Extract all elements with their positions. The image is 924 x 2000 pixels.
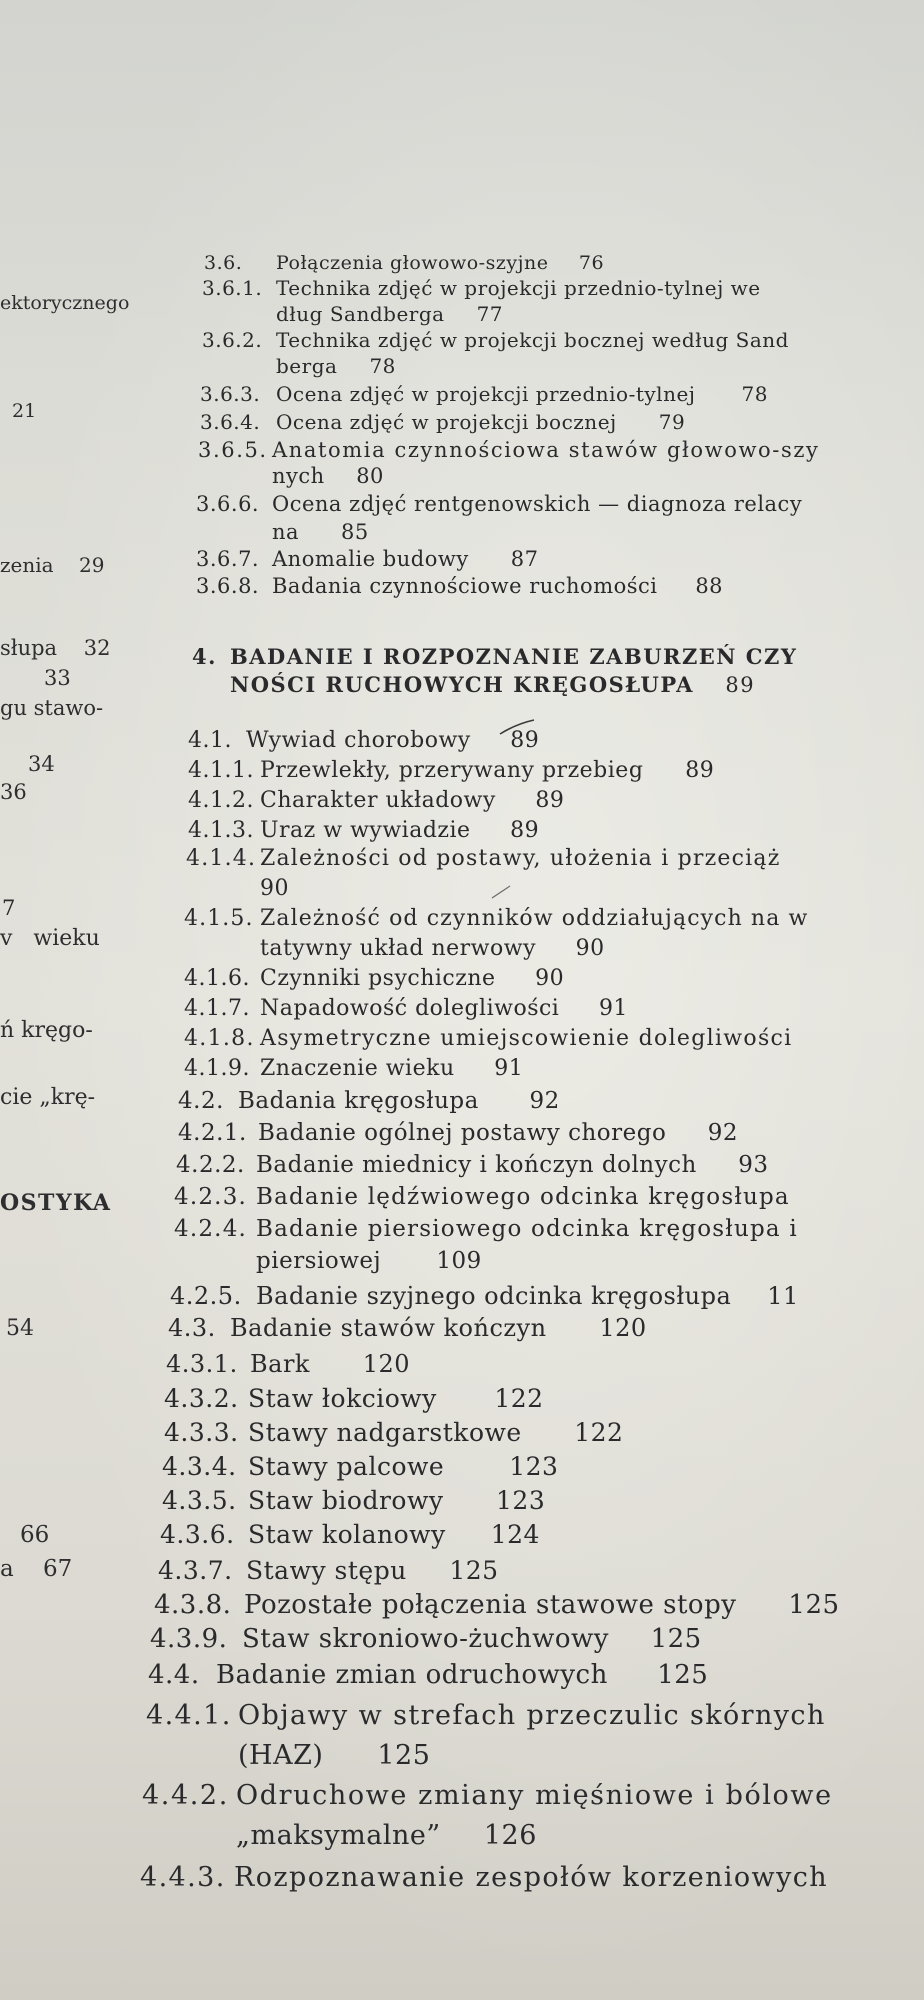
- entry-number: 4.4.: [148, 1660, 200, 1690]
- entry-number: 4.1.7.: [184, 996, 250, 1021]
- entry-number: 4.1.: [188, 728, 232, 753]
- chapter-title: NOŚCI RUCHOWYCH KRĘGOSŁUPA: [230, 672, 694, 697]
- entry-page: 93: [738, 1152, 769, 1178]
- entry-page: 124: [490, 1520, 540, 1549]
- toc-entry: [188, 758, 714, 783]
- toc-entry: [184, 1056, 523, 1081]
- entry-page: 125: [650, 1624, 702, 1654]
- toc-entry: [174, 1216, 798, 1242]
- entry-title: Zależności od postawy, ułożenia i przeciąż: [260, 846, 781, 871]
- entry-number: 3.6.2.: [202, 328, 263, 352]
- entry-number: 4.3.: [168, 1314, 216, 1342]
- left-column-line: 7: [2, 896, 16, 920]
- left-column-line: v wieku: [0, 926, 100, 951]
- entry-title: „maksymalne”: [236, 1820, 441, 1851]
- toc-entry: [148, 1660, 708, 1690]
- entry-title: Uraz w wywiadzie: [260, 818, 471, 843]
- entry-page: 92: [707, 1120, 738, 1146]
- toc-entry: [146, 1740, 430, 1771]
- entry-page: 125: [657, 1660, 709, 1690]
- entry-title: Badanie szyjnego odcinka kręgosłupa: [256, 1282, 732, 1310]
- pencil-mark-icon: [498, 718, 538, 738]
- entry-number: 4.3.3.: [164, 1418, 239, 1447]
- entry-number: 4.2.4.: [174, 1216, 248, 1242]
- entry-page: 91: [598, 996, 628, 1021]
- left-column-line: gu stawo-: [0, 696, 104, 720]
- entry-title: Zależność od czynników oddziałujących na w: [260, 906, 809, 931]
- entry-page: 126: [483, 1820, 537, 1851]
- entry-title: Czynniki psychiczne: [260, 966, 496, 991]
- entry-number: 4.3.9.: [150, 1624, 228, 1654]
- left-column-line: 36: [0, 780, 27, 804]
- toc-entry: [160, 1520, 540, 1549]
- entry-page: 92: [529, 1088, 560, 1114]
- toc-entry: [200, 410, 685, 434]
- left-column-line: 54: [6, 1316, 34, 1341]
- toc-entry: [188, 728, 539, 753]
- left-column-line: 21: [12, 400, 37, 422]
- left-column-line: zenia 29: [0, 553, 105, 577]
- left-column-line: ń kręgo-: [0, 1018, 93, 1043]
- entry-title: Badanie miednicy i kończyn dolnych: [256, 1152, 697, 1178]
- entry-page: 76: [578, 252, 605, 274]
- entry-number: 4.1.3.: [188, 818, 254, 843]
- toc-entry: [188, 788, 564, 813]
- entry-page: 125: [788, 1590, 840, 1620]
- left-column-line: a 67: [0, 1556, 73, 1582]
- entry-page: 78: [369, 354, 396, 378]
- entry-title: Anatomia czynnościowa stawów głowowo-szy: [272, 438, 820, 462]
- toc-entry: [142, 1820, 537, 1851]
- entry-number: 3.6.4.: [200, 410, 261, 434]
- chapter-title: BADANIE I ROZPOZNANIE ZABURZEŃ CZY: [230, 644, 798, 669]
- entry-title: Objawy w strefach przeczulic skórnych: [238, 1700, 826, 1731]
- toc-entry: [186, 876, 289, 901]
- entry-title: Badania kręgosłupa: [238, 1088, 479, 1114]
- toc-entry: [198, 438, 820, 462]
- entry-page: 123: [509, 1452, 559, 1481]
- entry-number: 4.3.1.: [166, 1350, 238, 1378]
- chapter-heading: [192, 672, 755, 697]
- entry-title: Bark: [250, 1350, 310, 1378]
- toc-entry: [140, 1862, 828, 1893]
- entry-title: Ocena zdjęć w projekcji bocznej: [276, 410, 617, 434]
- entry-number: 4.3.5.: [162, 1486, 237, 1515]
- entry-title: Stawy nadgarstkowe: [248, 1418, 522, 1447]
- entry-title: Pozostałe połączenia stawowe stopy: [244, 1590, 737, 1620]
- toc-entry: [184, 1026, 793, 1051]
- entry-page: 87: [510, 547, 539, 571]
- toc-entry: [202, 328, 789, 352]
- entry-number: 4.3.2.: [164, 1384, 239, 1413]
- entry-title: nych: [272, 464, 325, 488]
- toc-entry: [184, 996, 628, 1021]
- toc-entry: [196, 574, 723, 598]
- entry-title: Napadowość dolegliwości: [260, 996, 560, 1021]
- entry-title: Odruchowe zmiany mięśniowe i bólowe: [236, 1780, 833, 1811]
- entry-title: Rozpoznawanie zespołów korzeniowych: [234, 1862, 829, 1893]
- chapter-number: 4.: [192, 644, 217, 669]
- entry-title: Asymetryczne umiejscowienie dolegliwości: [260, 1026, 793, 1051]
- toc-entry: [146, 1700, 826, 1731]
- entry-title: Badanie lędźwiowego odcinka kręgosłupa: [256, 1184, 790, 1210]
- entry-title: Badania czynnościowe ruchomości: [272, 574, 658, 598]
- left-column-line: cie „krę-: [0, 1085, 96, 1110]
- entry-page: 85: [341, 520, 369, 544]
- toc-entry: [188, 818, 539, 843]
- entry-page: 122: [574, 1418, 624, 1447]
- entry-page: 109: [436, 1248, 482, 1274]
- toc-entry: [198, 464, 384, 488]
- entry-title: (HAZ): [238, 1740, 324, 1771]
- entry-page: 120: [362, 1350, 411, 1378]
- entry-number: 4.3.7.: [158, 1556, 233, 1585]
- entry-title: berga: [276, 354, 338, 378]
- entry-title: Charakter układowy: [260, 788, 496, 813]
- entry-title: Badanie zmian odruchowych: [216, 1660, 608, 1690]
- toc-entry: [178, 1120, 738, 1146]
- entry-number: 4.1.5.: [184, 906, 254, 931]
- entry-title: tatywny układ nerwowy: [260, 936, 537, 961]
- entry-title: na: [272, 520, 300, 544]
- toc-entry: [202, 276, 761, 300]
- chapter-page: 89: [725, 673, 756, 697]
- entry-title: Ocena zdjęć rentgenowskich — diagnoza relacy: [272, 492, 803, 516]
- toc-entry: [150, 1624, 702, 1654]
- toc-entry: [168, 1314, 647, 1342]
- toc-entry: [196, 547, 538, 571]
- entry-page: 122: [494, 1384, 544, 1413]
- entry-page: 123: [496, 1486, 546, 1515]
- entry-title: dług Sandberga: [276, 302, 445, 326]
- entry-number: 3.6.1.: [202, 276, 263, 300]
- entry-page: 91: [494, 1056, 524, 1081]
- toc-entry: [158, 1556, 499, 1585]
- entry-title: Przewlekły, przerywany przebieg: [260, 758, 644, 783]
- entry-number: 4.1.4.: [186, 846, 257, 871]
- entry-page: 89: [685, 758, 715, 783]
- entry-title: 90: [260, 876, 289, 901]
- entry-page: 89: [510, 728, 540, 753]
- entry-page: 90: [575, 936, 605, 961]
- entry-title: Badanie ogólnej postawy chorego: [258, 1120, 667, 1146]
- entry-number: 3.6.6.: [196, 492, 260, 516]
- entry-number: 3.6.8.: [196, 574, 260, 598]
- entry-number: 4.1.9.: [184, 1056, 250, 1081]
- toc-entry: [176, 1152, 768, 1178]
- entry-number: 4.2.5.: [170, 1282, 242, 1310]
- left-column-line: 33: [44, 666, 71, 690]
- toc-entry: [166, 1350, 410, 1378]
- pencil-mark-icon: [488, 882, 518, 902]
- entry-number: 4.4.1.: [146, 1700, 232, 1731]
- left-column-line: 66: [20, 1522, 50, 1548]
- entry-number: 4.2.2.: [176, 1152, 245, 1178]
- entry-title: Staw skroniowo-żuchwowy: [242, 1624, 609, 1654]
- entry-title: Technika zdjęć w projekcji bocznej według Sand: [276, 328, 789, 352]
- entry-number: 3.6.7.: [196, 547, 260, 571]
- entry-title: Stawy palcowe: [248, 1452, 445, 1481]
- toc-entry: [184, 906, 808, 931]
- entry-number: 4.1.2.: [188, 788, 254, 813]
- entry-number: 4.2.3.: [174, 1184, 248, 1210]
- toc-entry: [200, 382, 768, 406]
- entry-number: 3.6.3.: [200, 382, 261, 406]
- entry-page: 11: [767, 1282, 799, 1310]
- entry-page: 80: [356, 464, 384, 488]
- toc-entry: [184, 936, 605, 961]
- entry-number: 4.3.6.: [160, 1520, 235, 1549]
- chapter-heading: [192, 644, 797, 669]
- entry-title: Badanie piersiowego odcinka kręgosłupa i: [256, 1216, 798, 1242]
- entry-number: 4.1.1.: [188, 758, 254, 783]
- entry-number: 3.6.: [204, 252, 243, 274]
- toc-entry: [178, 1088, 560, 1114]
- entry-number: 4.4.2.: [142, 1780, 229, 1811]
- entry-title: Staw łokciowy: [248, 1384, 437, 1413]
- entry-title: Technika zdjęć w projekcji przednio-tylnej we: [276, 276, 761, 300]
- toc-entry: [170, 1282, 799, 1310]
- toc-entry: [202, 302, 503, 326]
- entry-number: 4.3.4.: [162, 1452, 237, 1481]
- toc-entry: [154, 1590, 840, 1620]
- toc-entry: [142, 1780, 833, 1811]
- entry-number: 4.2.1.: [178, 1120, 247, 1146]
- entry-title: piersiowej: [256, 1248, 382, 1274]
- entry-page: 88: [695, 574, 724, 598]
- toc-entry: [186, 846, 781, 871]
- toc-entry: [162, 1452, 558, 1481]
- entry-title: Znaczenie wieku: [260, 1056, 455, 1081]
- entry-number: 4.1.8.: [184, 1026, 255, 1051]
- toc-entry: [162, 1486, 545, 1515]
- entry-page: 90: [535, 966, 565, 991]
- toc-entry: [174, 1248, 482, 1274]
- left-column-line: ektorycznego: [0, 292, 130, 314]
- toc-entry: [196, 492, 802, 516]
- toc-entry: [174, 1184, 790, 1210]
- toc-entry: [184, 966, 564, 991]
- entry-number: 4.2.: [178, 1088, 224, 1114]
- toc-entry: [164, 1384, 544, 1413]
- entry-title: Staw kolanowy: [248, 1520, 446, 1549]
- toc-entry: [204, 252, 604, 274]
- entry-title: Badanie stawów kończyn: [230, 1314, 547, 1342]
- entry-title: Staw biodrowy: [248, 1486, 444, 1515]
- entry-title: Anomalie budowy: [272, 547, 469, 571]
- toc-entry: [202, 354, 396, 378]
- entry-page: 120: [599, 1314, 647, 1342]
- entry-title: Stawy stępu: [246, 1556, 407, 1585]
- entry-number: 3.6.5.: [198, 438, 268, 462]
- entry-number: 4.3.8.: [154, 1590, 232, 1620]
- entry-page: 78: [741, 382, 768, 406]
- entry-page: 125: [377, 1740, 431, 1771]
- toc-entry: [196, 520, 369, 544]
- entry-page: 79: [658, 410, 686, 434]
- left-column-line: słupa 32: [0, 636, 111, 660]
- toc-entry: [164, 1418, 623, 1447]
- left-column-heading: OSTYKA: [0, 1190, 112, 1216]
- entry-page: 77: [476, 302, 504, 326]
- entry-page: 125: [449, 1556, 499, 1585]
- entry-page: 89: [510, 818, 540, 843]
- entry-number: 4.1.6.: [184, 966, 250, 991]
- left-column-line: 34: [28, 752, 55, 776]
- entry-number: 4.4.3.: [140, 1862, 226, 1893]
- entry-title: Ocena zdjęć w projekcji przednio-tylnej: [276, 382, 696, 406]
- entry-page: 89: [535, 788, 565, 813]
- entry-title: Wywiad chorobowy: [246, 728, 471, 753]
- entry-title: Połączenia głowowo-szyjne: [276, 252, 549, 274]
